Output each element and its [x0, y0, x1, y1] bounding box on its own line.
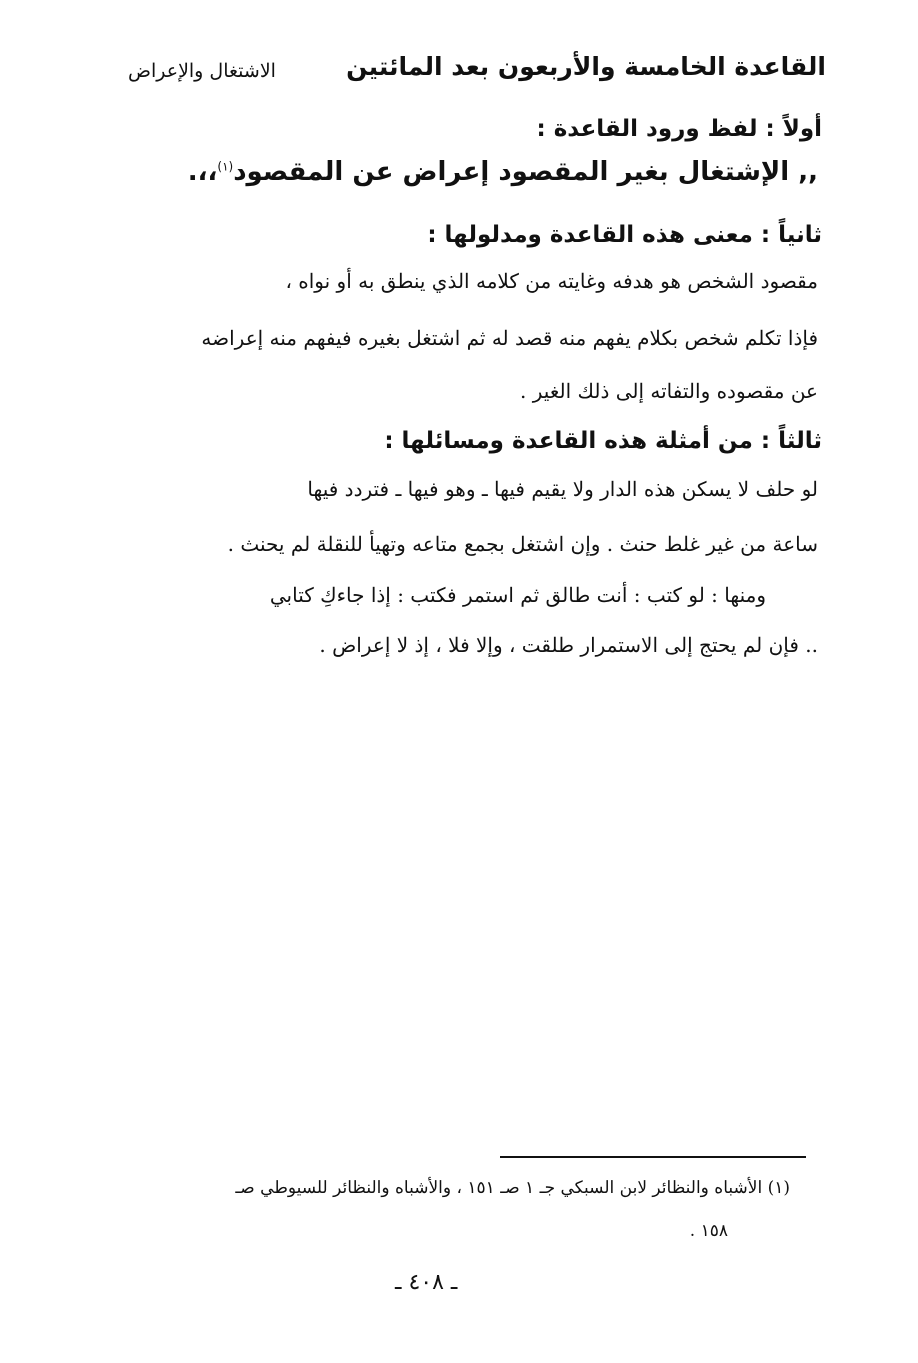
running-header-title: القاعدة الخامسة والأربعون بعد المائتين: [346, 52, 826, 81]
footnote-line: (١) الأشباه والنظائر لابن السبكي جـ ١ صـ ١٥١ ، والأشباه والنظائر للسيوطي صـ: [235, 1178, 790, 1198]
paragraph-line: .. فإن لم يحتج إلى الاستمرار طلقت ، وإلا فلا ، إذ لا إعراض .: [319, 633, 818, 657]
heading-first: أولاً : لفظ ورود القاعدة :: [536, 116, 822, 142]
paragraph-line: ومنها : لو كتب : أنت طالق ثم استمر فكتب : إذا جاءكِ كتابي: [269, 583, 766, 607]
running-header-section: الاشتغال والإعراض: [128, 60, 276, 82]
rule-quote-end: ،،.: [187, 157, 218, 187]
page-number: ـ ٤٠٨ ـ: [395, 1270, 458, 1295]
heading-third: ثالثاً : من أمثلة هذه القاعدة ومسائلها :: [384, 428, 822, 454]
paragraph-line: ساعة من غير غلط حنث . وإن اشتغل بجمع متاعه وتهيأ للنقلة لم يحنث .: [227, 532, 818, 556]
paragraph-line: عن مقصوده والتفاته إلى ذلك الغير .: [520, 379, 818, 403]
footnote-marker: (١): [217, 159, 234, 174]
paragraph-line: فإذا تكلم شخص بكلام يفهم منه قصد له ثم اشتغل بغيره فيفهم منه إعراضه: [201, 326, 818, 350]
paragraph-line: مقصود الشخص هو هدفه وغايته من كلامه الذي ينطق به أو نواه ،: [285, 269, 818, 293]
rule-quote: [188, 157, 818, 187]
footnote-line: ١٥٨ .: [689, 1221, 728, 1241]
rule-quote-text: ,, الإشتغال بغير المقصود إعراض عن المقصود: [233, 157, 818, 187]
paragraph-line: لو حلف لا يسكن هذه الدار ولا يقيم فيها ـ وهو فيها ـ فتردد فيها: [307, 477, 818, 501]
heading-second: ثانياً : معنى هذه القاعدة ومدلولها :: [427, 222, 822, 248]
footnote-separator: [500, 1156, 806, 1158]
